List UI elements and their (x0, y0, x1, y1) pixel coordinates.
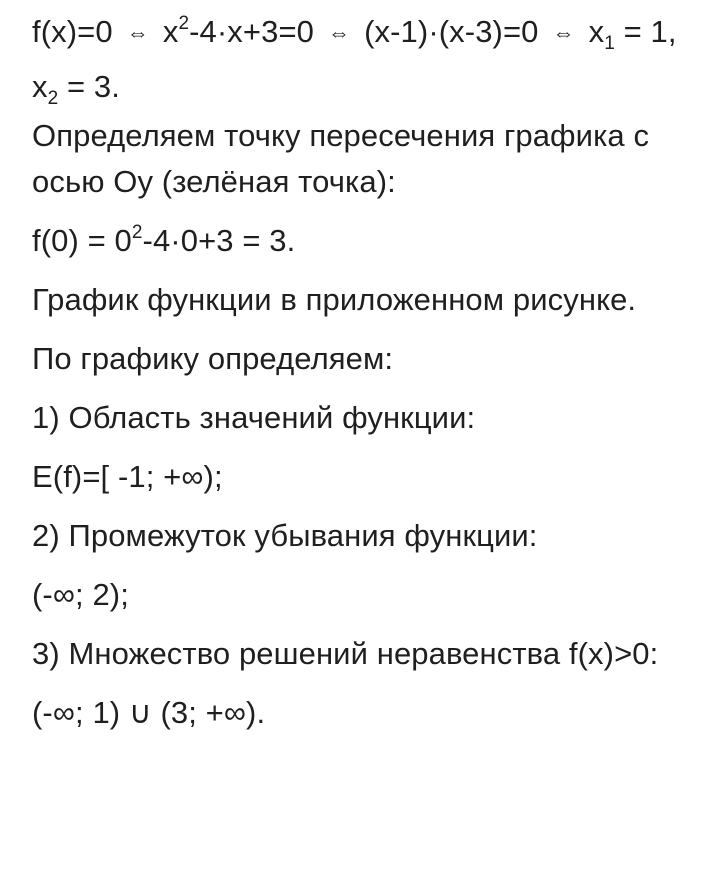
x-variable: x (162, 14, 179, 49)
item1-value: E(f)=[ -1; +∞); (32, 459, 223, 494)
equivalence-arrow: ⇔ (328, 20, 351, 45)
roots-equation (32, 6, 692, 113)
factored-form: (x-1)·(x-3)=0 (364, 14, 539, 49)
graph-note: График функции в приложенном рисунке. (32, 282, 637, 317)
f0-rest: -4·0+3 = 3. (142, 223, 296, 258)
fx-equals-zero: f(x)=0 (32, 14, 113, 49)
item3-heading: 3) Множество решений неравенства f(x)>0: (32, 636, 659, 671)
item3-value: (-∞; 1) ∪ (3; +∞). (32, 695, 266, 730)
f-zero-equation (32, 218, 692, 264)
by-graph-heading: По графику определяем: (32, 341, 394, 376)
x2-variable: x (32, 69, 48, 104)
equivalence-arrow: ⇔ (126, 20, 149, 45)
exponent: 2 (131, 221, 143, 243)
subscript: 2 (47, 87, 59, 109)
subscript: 1 (604, 32, 615, 54)
item1-heading: 1) Область значений функции: (32, 400, 476, 435)
x2-value: = 3. (58, 69, 120, 104)
item2-value: (-∞; 2); (32, 577, 129, 612)
solution-text (32, 6, 692, 749)
oy-intersection-heading: Определяем точку пересечения графика с осью Оу (зелёная точка): (32, 118, 650, 199)
item2-heading: 2) Промежуток убывания функции: (32, 518, 538, 553)
f0-lhs: f(0) = 0 (32, 223, 132, 258)
equivalence-arrow: ⇔ (552, 20, 575, 45)
x1-variable: x (588, 14, 605, 49)
x1-value: = 1, (614, 14, 677, 49)
exponent: 2 (178, 12, 190, 34)
polynomial-rest: -4·x+3=0 (189, 14, 314, 49)
